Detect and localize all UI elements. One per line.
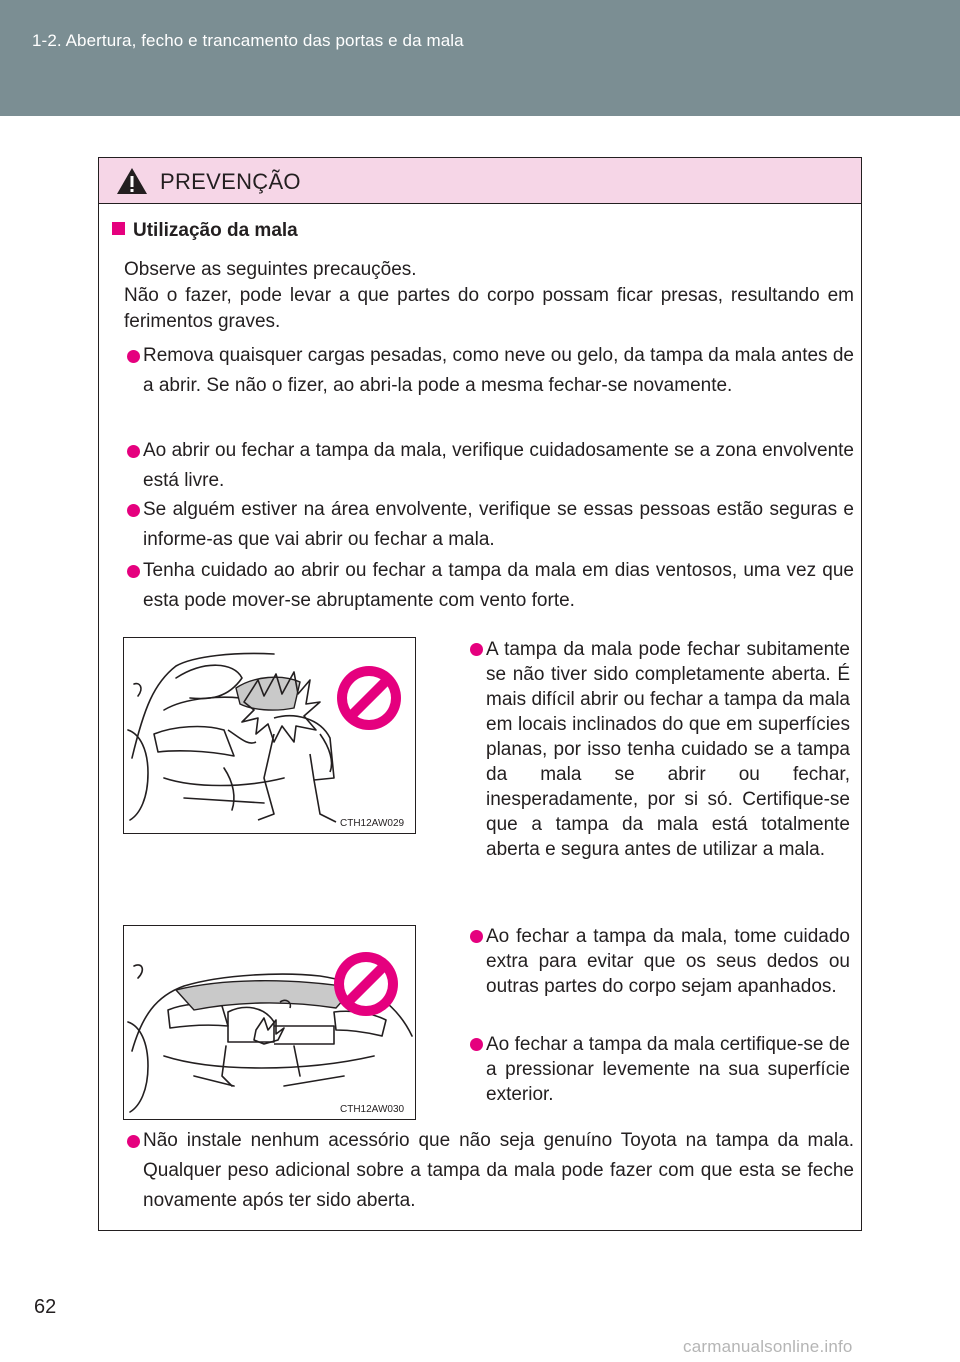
list-item xyxy=(143,341,854,401)
list-item xyxy=(143,495,854,555)
warning-triangle-icon xyxy=(116,167,148,195)
bullet-dot-icon xyxy=(127,504,140,517)
section-heading-text: Utilização da mala xyxy=(133,220,298,241)
watermark: carmanualsonline.info xyxy=(683,1337,853,1356)
bullet-dot-icon xyxy=(127,445,140,458)
warning-label: PREVENÇÃO xyxy=(160,169,301,194)
intro-line-2: Não o fazer, pode levar a que partes do corpo possam ficar presas, resultando em ferimentos graves. xyxy=(124,285,854,332)
list-item-text: A tampa da mala pode fechar subitamente se não tiver sido completamente aberta. É mais difícil abrir ou fechar a tampa da mala em locais inclinados do que em superfícies planas, por isso tenha cuidado se a tampa da mala se abrir ou fechar, inesperadamente, por si só. Certifique-se que a tampa da mala está totalmente aberta e segura antes de utilizar a mala. xyxy=(486,639,850,860)
section-title: 1-2. Abertura, fecho e trancamento das portas e da mala xyxy=(32,31,464,50)
list-item xyxy=(486,924,850,999)
list-item xyxy=(486,1032,850,1107)
list-item-text: Ao abrir ou fechar a tampa da mala, verifique cuidadosamente se a zona envolvente está livre. xyxy=(143,440,854,491)
bullet-dot-icon xyxy=(127,350,140,363)
list-item-text: Se alguém estiver na área envolvente, verifique se essas pessoas estão seguras e informe-as que vai abrir ou fechar a mala. xyxy=(143,499,854,550)
car-trunk-close-illustration xyxy=(124,926,415,1119)
section-heading xyxy=(112,220,298,242)
list-item xyxy=(143,436,854,496)
list-item-text: Ao fechar a tampa da mala, tome cuidado extra para evitar que os seus dedos ou outras partes do corpo sejam apanhados. xyxy=(486,926,850,997)
bullet-dot-icon xyxy=(470,1038,483,1051)
list-item-text: Não instale nenhum acessório que não seja genuíno Toyota na tampa da mala. Qualquer peso adicional sobre a tampa da mala pode fazer com que esta se feche novamente após ter sido aberta. xyxy=(143,1130,854,1211)
page-number: 62 xyxy=(34,1296,57,1318)
header-band xyxy=(0,0,960,116)
list-item-text: Tenha cuidado ao abrir ou fechar a tampa da mala em dias ventosos, uma vez que esta pode mover-se abruptamente com vento forte. xyxy=(143,560,854,611)
list-item-text: Ao fechar a tampa da mala certifique-se de a pressionar levemente na sua superfície exterior. xyxy=(486,1034,850,1105)
intro-line-1: Observe as seguintes precauções. xyxy=(124,259,417,280)
bullet-dot-icon xyxy=(470,643,483,656)
bullet-dot-icon xyxy=(127,565,140,578)
square-bullet-icon xyxy=(112,222,125,235)
bullet-dot-icon xyxy=(127,1135,140,1148)
list-item xyxy=(486,637,850,862)
list-item xyxy=(143,1126,854,1216)
warning-header xyxy=(99,158,861,204)
car-trunk-open-illustration xyxy=(124,638,415,833)
figure-code: CTH12AW029 xyxy=(340,818,405,829)
list-item-text: Remova quaisquer cargas pesadas, como neve ou gelo, da tampa da mala antes de a abrir. Se não o fizer, ao abri-la pode a mesma fechar-se novamente. xyxy=(143,345,854,396)
figure-code: CTH12AW030 xyxy=(340,1104,405,1115)
illustration-open-trunk xyxy=(123,637,416,834)
list-item xyxy=(143,556,854,616)
bullet-dot-icon xyxy=(470,930,483,943)
illustration-closing-trunk xyxy=(123,925,416,1120)
